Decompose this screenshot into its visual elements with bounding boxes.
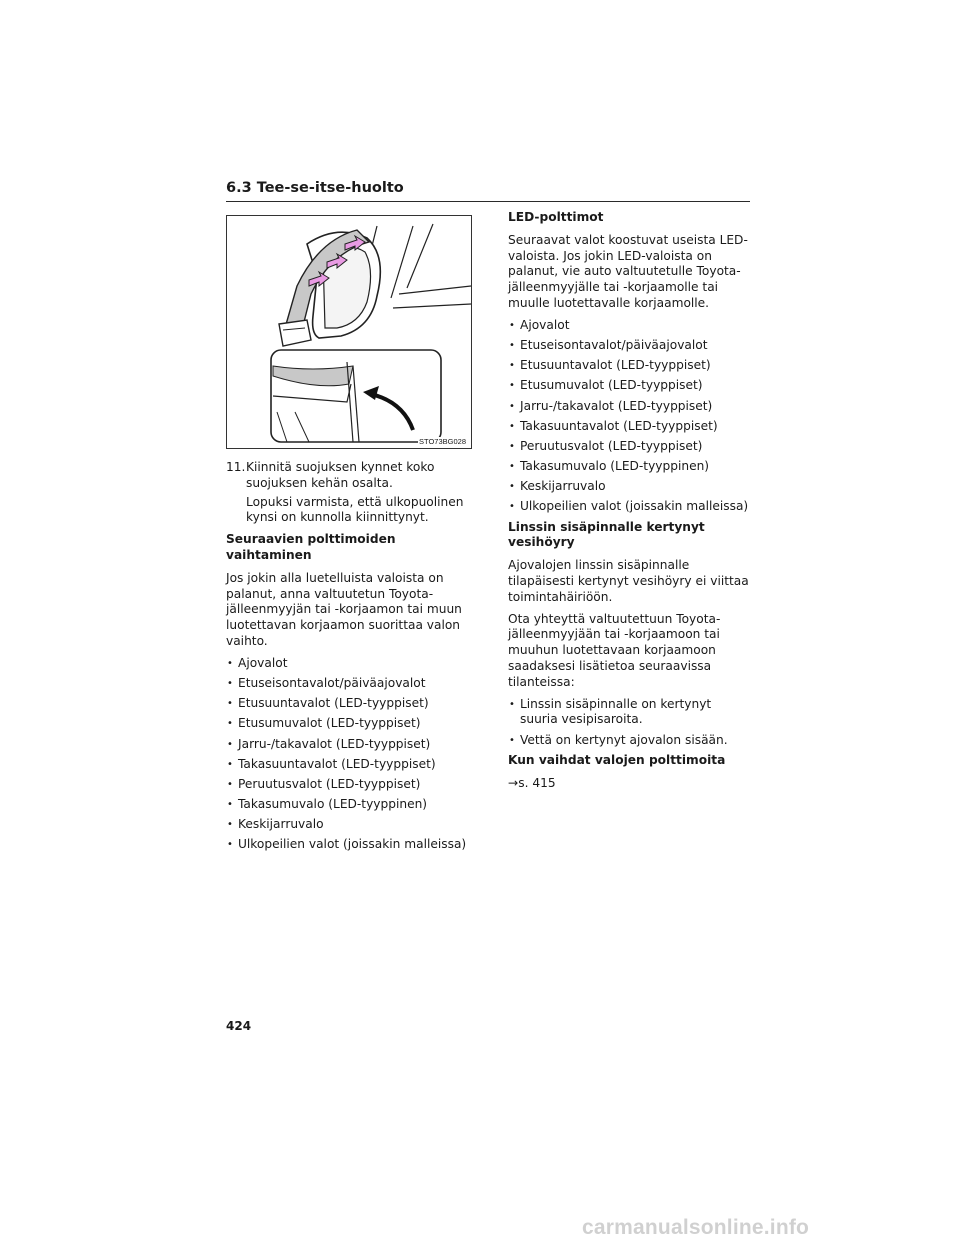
list-item: • Ajovalot <box>226 656 476 672</box>
bulb-replacement-heading: Seuraavien polttimoiden vaihtaminen <box>226 532 396 562</box>
mirror-cover-illustration <box>226 215 472 449</box>
list-item: • Ajovalot <box>508 318 752 334</box>
list-item: • Takasuuntavalot (LED-tyyppiset) <box>508 419 752 435</box>
step-11 <box>226 460 476 492</box>
list-item: • Etusuuntavalot (LED-tyyppiset) <box>226 696 476 712</box>
vapor-heading: Linssin sisäpinnalle kertynyt vesihöyry <box>508 519 705 550</box>
right-column <box>508 210 752 797</box>
led-list <box>508 318 752 515</box>
list-item: • Ulkopeilien valot (joissakin malleissa) <box>226 837 476 853</box>
step-number: 11. <box>226 460 246 474</box>
list-item: • Keskijarruvalo <box>226 817 476 833</box>
left-column <box>226 460 476 858</box>
list-item: • Etusuuntavalot (LED-tyyppiset) <box>508 358 752 374</box>
vapor-paragraph-2: Ota yhteyttä valtuutettuun Toyota-jälleenmyyjään tai -korjaamoon tai muuhun luotettavaan korjaamoon saadaksesi lisätietoa seuraavissa tilanteissa: <box>508 611 721 689</box>
list-item: • Etuseisontavalot/päiväajovalot <box>508 338 752 354</box>
page-reference-text[interactable]: s. 415 <box>518 775 556 790</box>
list-item: • Etusumuvalot (LED-tyyppiset) <box>508 378 752 394</box>
led-heading: LED-polttimot <box>508 210 604 224</box>
list-item: • Takasumuvalo (LED-tyyppinen) <box>226 797 476 813</box>
header-rule <box>226 201 750 202</box>
list-item: • Keskijarruvalo <box>508 479 752 495</box>
arrow-right-icon: → <box>508 775 519 790</box>
list-item: • Peruutusvalot (LED-tyyppiset) <box>508 439 752 455</box>
page-reference[interactable] <box>508 776 752 792</box>
watermark: carmanualsonline.info <box>582 1216 810 1239</box>
list-item: • Jarru-/takavalot (LED-tyyppiset) <box>226 737 476 753</box>
section-title: 6.3 Tee-se-itse-huolto <box>226 180 404 196</box>
list-item: • Takasuuntavalot (LED-tyyppiset) <box>226 757 476 773</box>
step-text: Kiinnitä suojuksen kynnet koko suojuksen kehän osalta. <box>246 460 435 490</box>
list-item: • Etuseisontavalot/päiväajovalot <box>226 676 476 692</box>
detail-inset <box>271 350 441 442</box>
bulb-replacement-paragraph: Jos jokin alla luetelluista valoista on palanut, anna valtuutetun Toyota-jälleenmyyjän tai -korjaamon tai muun luotettavan korjaamon suorittaa valon vaihto. <box>226 570 462 648</box>
page-number: 424 <box>226 1019 252 1033</box>
bulb-list <box>226 656 476 853</box>
list-item: • Etusumuvalot (LED-tyyppiset) <box>226 716 476 732</box>
section-header <box>226 180 750 196</box>
bulb-change-heading: Kun vaihdat valojen polttimoita <box>508 752 726 767</box>
vapor-paragraph-1: Ajovalojen linssin sisäpinnalle tilapäisesti kertynyt vesihöyry ei viittaa toimintahäiriöön. <box>508 558 749 604</box>
figure-code: STO73BG028 <box>419 437 466 446</box>
list-item: • Jarru-/takavalot (LED-tyyppiset) <box>508 399 752 415</box>
step-note: Lopuksi varmista, että ulkopuolinen kynsi on kunnolla kiinnittynyt. <box>246 494 464 525</box>
list-item: • Vettä on kertynyt ajovalon sisään. <box>508 733 752 749</box>
list-item: • Ulkopeilien valot (joissakin malleissa) <box>508 499 752 515</box>
list-item: • Takasumuvalo (LED-tyyppinen) <box>508 459 752 475</box>
list-item: • Peruutusvalot (LED-tyyppiset) <box>226 777 476 793</box>
mirror-drawing <box>227 216 471 448</box>
vapor-list <box>508 697 752 749</box>
list-item: • Linssin sisäpinnalle on kertynyt suuria vesipisaroita. <box>508 697 752 729</box>
led-paragraph: Seuraavat valot koostuvat useista LED-valoista. Jos jokin LED-valoista on palanut, vie auto valtuutetulle Toyota-jälleenmyyjälle tai -korjaamolle tai muulle luotettavalle korjaamolle. <box>508 232 748 310</box>
